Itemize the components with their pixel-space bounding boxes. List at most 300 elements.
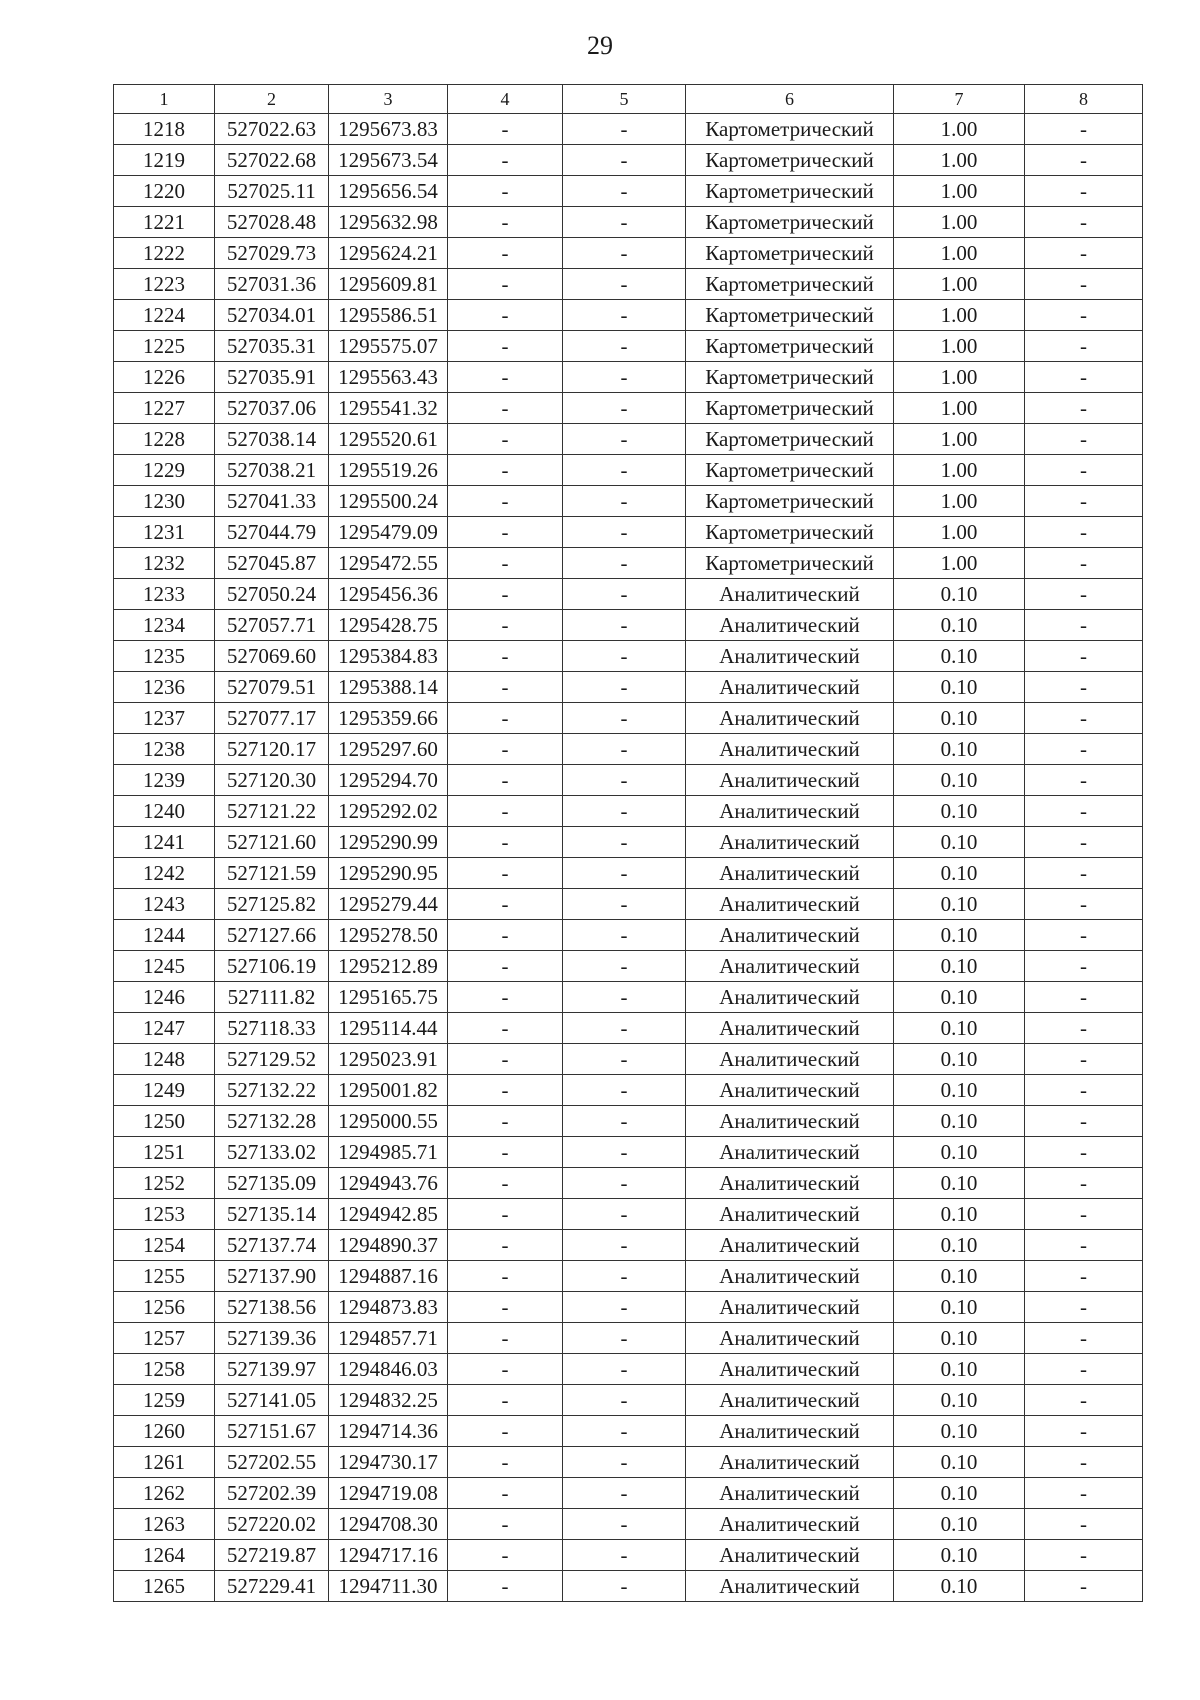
cell-y-coordinate: 1294985.71 [329, 1137, 448, 1168]
cell-col-5: - [563, 331, 686, 362]
cell-x-coordinate: 527022.63 [215, 114, 329, 145]
cell-x-coordinate: 527038.21 [215, 455, 329, 486]
cell-method: Картометрический [686, 114, 894, 145]
cell-y-coordinate: 1294832.25 [329, 1385, 448, 1416]
cell-method: Аналитический [686, 1230, 894, 1261]
cell-x-coordinate: 527031.36 [215, 269, 329, 300]
table-row [114, 920, 1143, 951]
cell-method: Картометрический [686, 517, 894, 548]
table-row [114, 889, 1143, 920]
cell-accuracy: 1.00 [894, 238, 1025, 269]
cell-col-8: - [1025, 486, 1143, 517]
cell-point-number: 1258 [114, 1354, 215, 1385]
cell-y-coordinate: 1295001.82 [329, 1075, 448, 1106]
cell-accuracy: 0.10 [894, 889, 1025, 920]
cell-method: Картометрический [686, 486, 894, 517]
cell-y-coordinate: 1294942.85 [329, 1199, 448, 1230]
cell-y-coordinate: 1295673.83 [329, 114, 448, 145]
cell-point-number: 1243 [114, 889, 215, 920]
cell-method: Аналитический [686, 1137, 894, 1168]
cell-col-8: - [1025, 889, 1143, 920]
table-row [114, 1044, 1143, 1075]
cell-method: Картометрический [686, 455, 894, 486]
cell-col-5: - [563, 1385, 686, 1416]
cell-col-8: - [1025, 1230, 1143, 1261]
cell-col-5: - [563, 672, 686, 703]
cell-col-5: - [563, 796, 686, 827]
cell-method: Аналитический [686, 610, 894, 641]
cell-col-4: - [448, 982, 563, 1013]
table-row [114, 517, 1143, 548]
table-row [114, 951, 1143, 982]
cell-col-4: - [448, 548, 563, 579]
cell-point-number: 1251 [114, 1137, 215, 1168]
cell-method: Аналитический [686, 827, 894, 858]
cell-col-4: - [448, 1354, 563, 1385]
cell-method: Аналитический [686, 703, 894, 734]
cell-method: Аналитический [686, 734, 894, 765]
cell-col-4: - [448, 1509, 563, 1540]
cell-x-coordinate: 527111.82 [215, 982, 329, 1013]
cell-x-coordinate: 527127.66 [215, 920, 329, 951]
cell-method: Аналитический [686, 1478, 894, 1509]
cell-method: Аналитический [686, 1075, 894, 1106]
cell-point-number: 1261 [114, 1447, 215, 1478]
table-row [114, 300, 1143, 331]
cell-col-5: - [563, 1261, 686, 1292]
cell-x-coordinate: 527121.22 [215, 796, 329, 827]
cell-method: Аналитический [686, 1540, 894, 1571]
cell-accuracy: 0.10 [894, 1075, 1025, 1106]
cell-accuracy: 0.10 [894, 579, 1025, 610]
cell-col-8: - [1025, 1540, 1143, 1571]
cell-col-8: - [1025, 858, 1143, 889]
cell-accuracy: 1.00 [894, 331, 1025, 362]
cell-point-number: 1246 [114, 982, 215, 1013]
cell-accuracy: 1.00 [894, 455, 1025, 486]
table-row [114, 1168, 1143, 1199]
coordinates-table [113, 84, 1143, 1602]
cell-col-5: - [563, 1447, 686, 1478]
cell-y-coordinate: 1294730.17 [329, 1447, 448, 1478]
table-row [114, 827, 1143, 858]
cell-x-coordinate: 527025.11 [215, 176, 329, 207]
cell-accuracy: 0.10 [894, 827, 1025, 858]
cell-y-coordinate: 1295632.98 [329, 207, 448, 238]
cell-x-coordinate: 527229.41 [215, 1571, 329, 1602]
table-row [114, 1199, 1143, 1230]
cell-method: Картометрический [686, 393, 894, 424]
cell-point-number: 1225 [114, 331, 215, 362]
cell-accuracy: 0.10 [894, 1323, 1025, 1354]
cell-col-5: - [563, 548, 686, 579]
cell-x-coordinate: 527135.09 [215, 1168, 329, 1199]
cell-col-4: - [448, 176, 563, 207]
cell-col-8: - [1025, 765, 1143, 796]
cell-method: Аналитический [686, 1106, 894, 1137]
cell-method: Аналитический [686, 579, 894, 610]
cell-x-coordinate: 527035.91 [215, 362, 329, 393]
cell-col-5: - [563, 889, 686, 920]
cell-method: Картометрический [686, 362, 894, 393]
cell-col-8: - [1025, 1261, 1143, 1292]
cell-col-5: - [563, 238, 686, 269]
cell-col-4: - [448, 734, 563, 765]
cell-col-8: - [1025, 207, 1143, 238]
cell-y-coordinate: 1295359.66 [329, 703, 448, 734]
cell-col-8: - [1025, 1013, 1143, 1044]
table-row [114, 486, 1143, 517]
cell-y-coordinate: 1294857.71 [329, 1323, 448, 1354]
column-header-6: 6 [686, 85, 894, 114]
cell-col-4: - [448, 269, 563, 300]
cell-y-coordinate: 1295541.32 [329, 393, 448, 424]
cell-y-coordinate: 1295456.36 [329, 579, 448, 610]
cell-col-5: - [563, 734, 686, 765]
cell-col-5: - [563, 1013, 686, 1044]
cell-y-coordinate: 1295479.09 [329, 517, 448, 548]
cell-x-coordinate: 527118.33 [215, 1013, 329, 1044]
cell-x-coordinate: 527035.31 [215, 331, 329, 362]
cell-y-coordinate: 1295290.95 [329, 858, 448, 889]
table-row [114, 1075, 1143, 1106]
cell-y-coordinate: 1294717.16 [329, 1540, 448, 1571]
cell-x-coordinate: 527044.79 [215, 517, 329, 548]
cell-y-coordinate: 1294890.37 [329, 1230, 448, 1261]
cell-accuracy: 0.10 [894, 1044, 1025, 1075]
cell-y-coordinate: 1295388.14 [329, 672, 448, 703]
cell-x-coordinate: 527029.73 [215, 238, 329, 269]
cell-col-4: - [448, 1168, 563, 1199]
table-body [114, 114, 1143, 1602]
cell-col-8: - [1025, 1075, 1143, 1106]
table-row [114, 207, 1143, 238]
cell-col-8: - [1025, 145, 1143, 176]
cell-accuracy: 0.10 [894, 610, 1025, 641]
cell-accuracy: 1.00 [894, 176, 1025, 207]
cell-y-coordinate: 1295297.60 [329, 734, 448, 765]
cell-point-number: 1242 [114, 858, 215, 889]
cell-y-coordinate: 1295428.75 [329, 610, 448, 641]
cell-col-4: - [448, 920, 563, 951]
cell-col-4: - [448, 827, 563, 858]
cell-y-coordinate: 1295023.91 [329, 1044, 448, 1075]
cell-y-coordinate: 1294873.83 [329, 1292, 448, 1323]
cell-y-coordinate: 1295624.21 [329, 238, 448, 269]
cell-y-coordinate: 1295656.54 [329, 176, 448, 207]
cell-col-8: - [1025, 1292, 1143, 1323]
cell-col-4: - [448, 207, 563, 238]
cell-point-number: 1235 [114, 641, 215, 672]
cell-col-8: - [1025, 393, 1143, 424]
cell-x-coordinate: 527106.19 [215, 951, 329, 982]
cell-point-number: 1262 [114, 1478, 215, 1509]
cell-y-coordinate: 1294719.08 [329, 1478, 448, 1509]
cell-point-number: 1228 [114, 424, 215, 455]
table-row [114, 548, 1143, 579]
cell-col-8: - [1025, 579, 1143, 610]
page-number: 29 [587, 31, 613, 60]
cell-col-5: - [563, 1075, 686, 1106]
cell-method: Картометрический [686, 176, 894, 207]
column-header-1: 1 [114, 85, 215, 114]
cell-col-5: - [563, 486, 686, 517]
cell-col-5: - [563, 114, 686, 145]
cell-x-coordinate: 527132.22 [215, 1075, 329, 1106]
table-row [114, 1292, 1143, 1323]
cell-col-8: - [1025, 641, 1143, 672]
cell-x-coordinate: 527041.33 [215, 486, 329, 517]
cell-point-number: 1255 [114, 1261, 215, 1292]
cell-x-coordinate: 527202.39 [215, 1478, 329, 1509]
cell-col-4: - [448, 1230, 563, 1261]
cell-method: Аналитический [686, 672, 894, 703]
cell-point-number: 1254 [114, 1230, 215, 1261]
cell-col-5: - [563, 641, 686, 672]
cell-point-number: 1239 [114, 765, 215, 796]
cell-accuracy: 0.10 [894, 920, 1025, 951]
cell-accuracy: 0.10 [894, 1571, 1025, 1602]
cell-y-coordinate: 1295500.24 [329, 486, 448, 517]
cell-col-4: - [448, 424, 563, 455]
cell-x-coordinate: 527045.87 [215, 548, 329, 579]
cell-point-number: 1234 [114, 610, 215, 641]
cell-col-8: - [1025, 1354, 1143, 1385]
cell-method: Аналитический [686, 1044, 894, 1075]
cell-col-8: - [1025, 176, 1143, 207]
cell-method: Аналитический [686, 920, 894, 951]
table-row [114, 641, 1143, 672]
cell-y-coordinate: 1295165.75 [329, 982, 448, 1013]
cell-point-number: 1245 [114, 951, 215, 982]
table-row [114, 1571, 1143, 1602]
cell-col-8: - [1025, 114, 1143, 145]
cell-col-8: - [1025, 1416, 1143, 1447]
cell-accuracy: 0.10 [894, 734, 1025, 765]
cell-col-4: - [448, 765, 563, 796]
cell-accuracy: 0.10 [894, 1199, 1025, 1230]
table-row [114, 114, 1143, 145]
cell-col-5: - [563, 269, 686, 300]
cell-accuracy: 0.10 [894, 765, 1025, 796]
cell-y-coordinate: 1294887.16 [329, 1261, 448, 1292]
cell-y-coordinate: 1295519.26 [329, 455, 448, 486]
cell-point-number: 1247 [114, 1013, 215, 1044]
cell-col-5: - [563, 176, 686, 207]
cell-point-number: 1250 [114, 1106, 215, 1137]
cell-method: Аналитический [686, 1354, 894, 1385]
cell-col-5: - [563, 1354, 686, 1385]
cell-col-5: - [563, 393, 686, 424]
cell-x-coordinate: 527050.24 [215, 579, 329, 610]
cell-col-4: - [448, 1416, 563, 1447]
cell-point-number: 1224 [114, 300, 215, 331]
table-row [114, 145, 1143, 176]
cell-accuracy: 0.10 [894, 672, 1025, 703]
cell-point-number: 1259 [114, 1385, 215, 1416]
cell-col-4: - [448, 1323, 563, 1354]
cell-y-coordinate: 1295114.44 [329, 1013, 448, 1044]
cell-point-number: 1257 [114, 1323, 215, 1354]
cell-col-8: - [1025, 269, 1143, 300]
cell-col-5: - [563, 207, 686, 238]
cell-col-5: - [563, 1416, 686, 1447]
cell-col-8: - [1025, 982, 1143, 1013]
cell-col-8: - [1025, 1509, 1143, 1540]
cell-method: Аналитический [686, 1292, 894, 1323]
cell-point-number: 1252 [114, 1168, 215, 1199]
cell-y-coordinate: 1295384.83 [329, 641, 448, 672]
cell-accuracy: 1.00 [894, 486, 1025, 517]
cell-point-number: 1219 [114, 145, 215, 176]
cell-accuracy: 0.10 [894, 1261, 1025, 1292]
cell-x-coordinate: 527132.28 [215, 1106, 329, 1137]
cell-x-coordinate: 527120.30 [215, 765, 329, 796]
cell-point-number: 1227 [114, 393, 215, 424]
cell-col-5: - [563, 1044, 686, 1075]
cell-x-coordinate: 527138.56 [215, 1292, 329, 1323]
cell-col-4: - [448, 238, 563, 269]
cell-col-4: - [448, 1478, 563, 1509]
cell-point-number: 1244 [114, 920, 215, 951]
table-row [114, 765, 1143, 796]
column-header-8: 8 [1025, 85, 1143, 114]
table-row [114, 1137, 1143, 1168]
cell-col-4: - [448, 672, 563, 703]
table-row [114, 1261, 1143, 1292]
cell-point-number: 1233 [114, 579, 215, 610]
cell-x-coordinate: 527037.06 [215, 393, 329, 424]
cell-accuracy: 1.00 [894, 207, 1025, 238]
cell-col-5: - [563, 362, 686, 393]
cell-accuracy: 0.10 [894, 1540, 1025, 1571]
cell-col-4: - [448, 393, 563, 424]
cell-col-4: - [448, 610, 563, 641]
cell-y-coordinate: 1295212.89 [329, 951, 448, 982]
table-row [114, 1478, 1143, 1509]
table-row [114, 1447, 1143, 1478]
cell-col-8: - [1025, 300, 1143, 331]
cell-col-4: - [448, 1261, 563, 1292]
cell-col-5: - [563, 982, 686, 1013]
table-row [114, 1106, 1143, 1137]
cell-y-coordinate: 1295673.54 [329, 145, 448, 176]
cell-col-8: - [1025, 362, 1143, 393]
table-row [114, 176, 1143, 207]
cell-point-number: 1231 [114, 517, 215, 548]
table-row [114, 331, 1143, 362]
cell-col-5: - [563, 827, 686, 858]
cell-col-5: - [563, 517, 686, 548]
table-row [114, 424, 1143, 455]
cell-col-5: - [563, 1230, 686, 1261]
column-header-7: 7 [894, 85, 1025, 114]
cell-col-5: - [563, 1571, 686, 1602]
cell-col-4: - [448, 858, 563, 889]
cell-col-5: - [563, 1137, 686, 1168]
cell-col-5: - [563, 1199, 686, 1230]
table-row [114, 1385, 1143, 1416]
cell-col-4: - [448, 331, 563, 362]
cell-y-coordinate: 1294711.30 [329, 1571, 448, 1602]
cell-col-4: - [448, 579, 563, 610]
cell-col-4: - [448, 1075, 563, 1106]
cell-method: Картометрический [686, 269, 894, 300]
cell-y-coordinate: 1295575.07 [329, 331, 448, 362]
cell-point-number: 1265 [114, 1571, 215, 1602]
cell-col-8: - [1025, 1478, 1143, 1509]
cell-col-5: - [563, 1540, 686, 1571]
table-row [114, 1230, 1143, 1261]
cell-col-8: - [1025, 1385, 1143, 1416]
cell-accuracy: 1.00 [894, 517, 1025, 548]
cell-x-coordinate: 527121.60 [215, 827, 329, 858]
cell-col-5: - [563, 579, 686, 610]
cell-col-5: - [563, 765, 686, 796]
cell-accuracy: 1.00 [894, 145, 1025, 176]
cell-method: Картометрический [686, 548, 894, 579]
cell-method: Аналитический [686, 1168, 894, 1199]
cell-accuracy: 1.00 [894, 393, 1025, 424]
cell-col-4: - [448, 1447, 563, 1478]
cell-method: Аналитический [686, 1447, 894, 1478]
cell-accuracy: 0.10 [894, 1292, 1025, 1323]
cell-method: Аналитический [686, 951, 894, 982]
cell-accuracy: 0.10 [894, 1137, 1025, 1168]
cell-col-4: - [448, 114, 563, 145]
cell-col-5: - [563, 1509, 686, 1540]
cell-col-8: - [1025, 238, 1143, 269]
cell-col-4: - [448, 517, 563, 548]
cell-y-coordinate: 1294846.03 [329, 1354, 448, 1385]
cell-col-4: - [448, 1292, 563, 1323]
cell-col-8: - [1025, 1168, 1143, 1199]
cell-accuracy: 0.10 [894, 703, 1025, 734]
cell-col-4: - [448, 1013, 563, 1044]
cell-col-5: - [563, 300, 686, 331]
cell-accuracy: 1.00 [894, 269, 1025, 300]
cell-method: Аналитический [686, 1571, 894, 1602]
cell-point-number: 1232 [114, 548, 215, 579]
cell-x-coordinate: 527135.14 [215, 1199, 329, 1230]
cell-x-coordinate: 527022.68 [215, 145, 329, 176]
table-row [114, 1416, 1143, 1447]
cell-col-8: - [1025, 796, 1143, 827]
cell-accuracy: 0.10 [894, 1354, 1025, 1385]
table-row [114, 703, 1143, 734]
table-row [114, 393, 1143, 424]
cell-y-coordinate: 1295563.43 [329, 362, 448, 393]
table-row [114, 858, 1143, 889]
cell-col-5: - [563, 920, 686, 951]
cell-x-coordinate: 527139.97 [215, 1354, 329, 1385]
cell-accuracy: 0.10 [894, 1478, 1025, 1509]
cell-col-4: - [448, 300, 563, 331]
cell-col-4: - [448, 1540, 563, 1571]
cell-accuracy: 0.10 [894, 1106, 1025, 1137]
cell-method: Картометрический [686, 145, 894, 176]
cell-point-number: 1223 [114, 269, 215, 300]
cell-method: Аналитический [686, 1385, 894, 1416]
table-row [114, 269, 1143, 300]
cell-col-4: - [448, 796, 563, 827]
cell-x-coordinate: 527141.05 [215, 1385, 329, 1416]
cell-col-8: - [1025, 331, 1143, 362]
cell-y-coordinate: 1295609.81 [329, 269, 448, 300]
cell-col-8: - [1025, 703, 1143, 734]
table-row [114, 796, 1143, 827]
cell-accuracy: 0.10 [894, 796, 1025, 827]
